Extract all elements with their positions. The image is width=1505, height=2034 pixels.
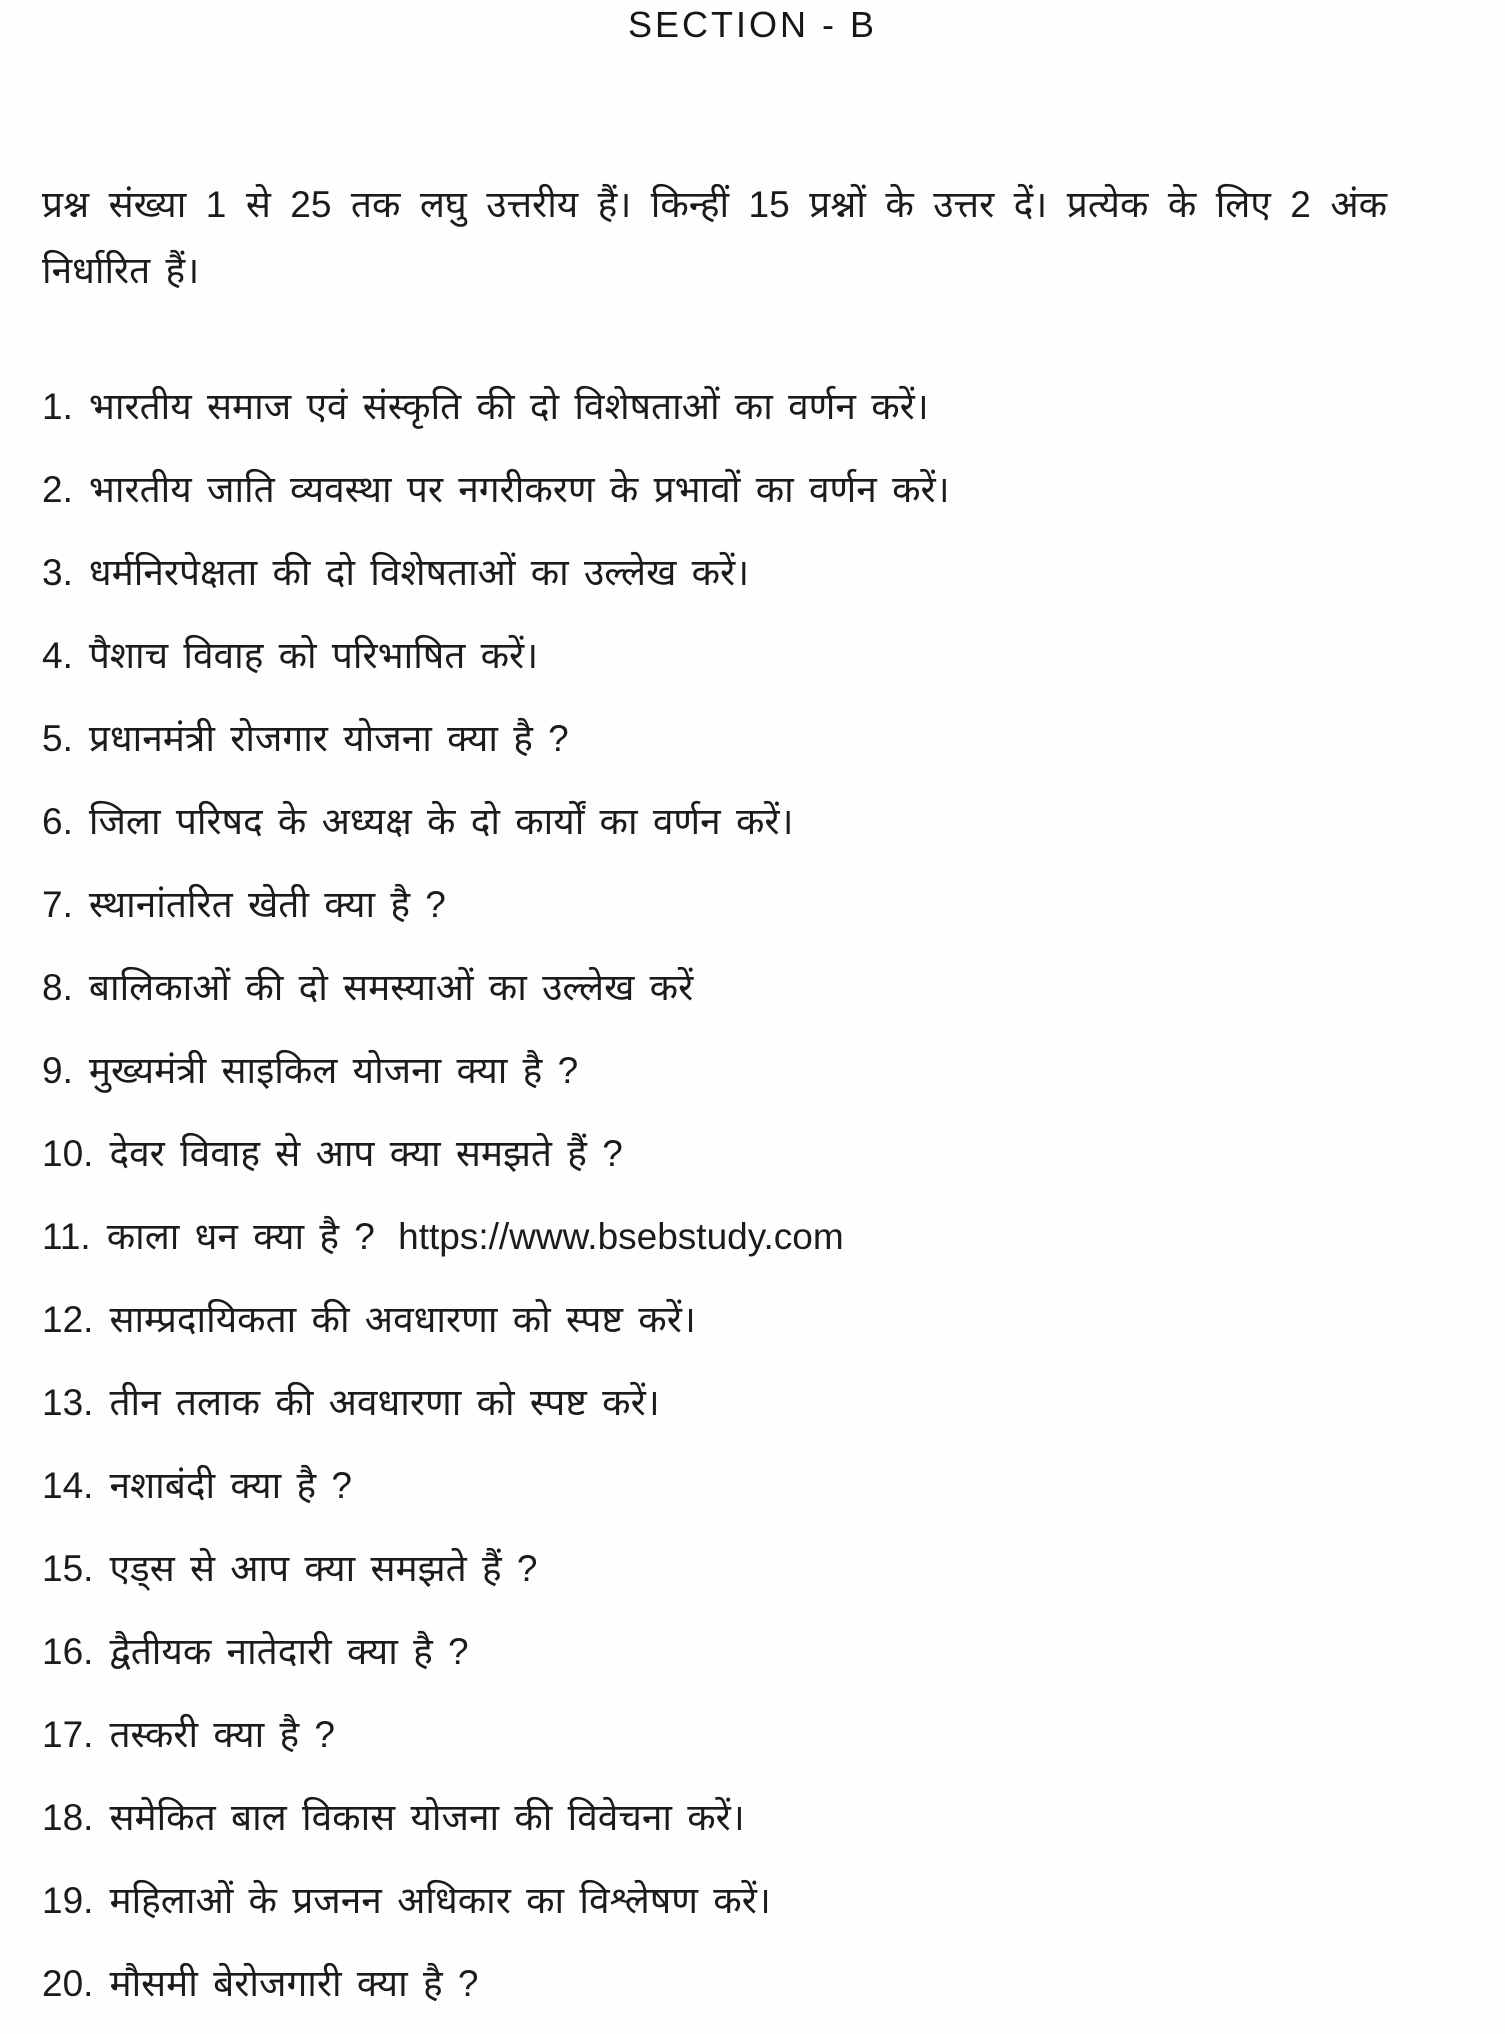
question-text: जिला परिषद के अध्यक्ष के दो कार्यों का वर्णन करें। [88,801,794,842]
question-item [42,801,1463,843]
question-number: 19. [42,1880,94,1921]
question-number: 4. [42,635,73,676]
question-text: नशाबंदी क्या है ? [109,1465,352,1506]
question-text: बालिकाओं की दो समस्याओं का उल्लेख करें [88,967,694,1008]
question-number: 13. [42,1382,94,1423]
question-number: 3. [42,552,73,593]
question-item [42,386,1463,428]
question-text: प्रधानमंत्री रोजगार योजना क्या है ? [88,718,569,759]
question-number: 18. [42,1797,94,1838]
question-text: तस्करी क्या है ? [109,1714,335,1755]
question-text: महिलाओं के प्रजनन अधिकार का विश्लेषण करें। [109,1880,771,1921]
question-text: मौसमी बेरोजगारी क्या है ? [109,1963,479,2004]
question-text: पैशाच विवाह को परिभाषित करें। [88,635,539,676]
question-text: भारतीय समाज एवं संस्कृति की दो विशेषताओं का वर्णन करें। [88,386,929,427]
question-number: 2. [42,469,73,510]
question-number: 8. [42,967,73,1008]
question-item [42,718,1463,760]
question-number: 9. [42,1050,73,1091]
question-item [42,635,1463,677]
question-number: 7. [42,884,73,925]
question-item [42,1050,1463,1092]
question-item [42,469,1463,511]
watermark-url: https://www.bsebstudy.com [398,1216,844,1257]
question-item [42,1963,1463,2005]
question-text: काला धन क्या है ? [106,1216,375,1257]
question-text: साम्प्रदायिकता की अवधारणा को स्पष्ट करें। [109,1299,696,1340]
section-title: SECTION - B [627,4,878,45]
question-text: देवर विवाह से आप क्या समझते हैं ? [109,1133,623,1174]
question-item [42,1299,1463,1341]
question-item [42,1133,1463,1175]
question-text: भारतीय जाति व्यवस्था पर नगरीकरण के प्रभावों का वर्णन करें। [88,469,950,510]
question-item [42,552,1463,594]
question-item [42,1714,1463,1756]
question-text: स्थानांतरित खेती क्या है ? [88,884,446,925]
question-item [42,1548,1463,1590]
question-number: 1. [42,386,73,427]
question-item [42,1631,1463,1673]
instructions-text: प्रश्न संख्या 1 से 25 तक लघु उत्तरीय हैं। किन्हीं 15 प्रश्नों के उत्तर दें। प्रत्येक के लिए 2 अंक निर्धारित हैं। [42,184,1387,291]
question-number: 6. [42,801,73,842]
question-text: धर्मनिरपेक्षता की दो विशेषताओं का उल्लेख करें। [88,552,750,593]
question-text: तीन तलाक की अवधारणा को स्पष्ट करें। [109,1382,660,1423]
question-text: एड्स से आप क्या समझते हैं ? [109,1548,538,1589]
question-number: 17. [42,1714,94,1755]
question-text: समेकित बाल विकास योजना की विवेचना करें। [109,1797,745,1838]
question-item [42,1797,1463,1839]
question-item [42,1880,1463,1922]
question-text: द्वैतीयक नातेदारी क्या है ? [109,1631,469,1672]
question-number: 16. [42,1631,94,1672]
question-text: मुख्यमंत्री साइकिल योजना क्या है ? [88,1050,579,1091]
question-list [42,386,1463,2005]
question-item [42,1382,1463,1424]
question-number: 15. [42,1548,94,1589]
question-number: 10. [42,1133,94,1174]
question-item [42,967,1463,1009]
question-number: 11. [42,1216,91,1257]
question-number: 20. [42,1963,94,2004]
question-item [42,884,1463,926]
question-item [42,1465,1463,1507]
question-number: 5. [42,718,73,759]
question-item [42,1216,1463,1258]
question-number: 12. [42,1299,94,1340]
question-number: 14. [42,1465,94,1506]
